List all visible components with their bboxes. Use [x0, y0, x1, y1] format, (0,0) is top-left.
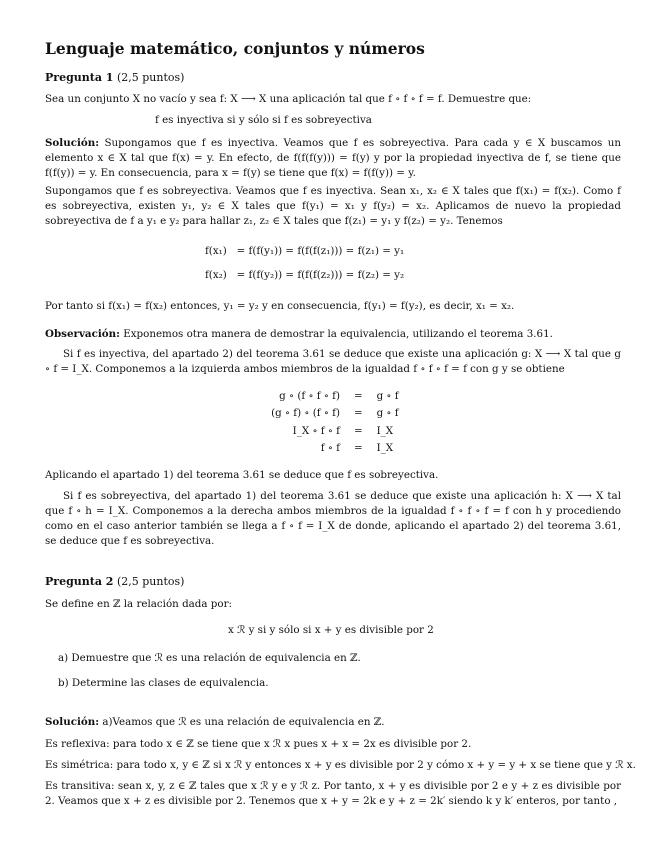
question-2-item-b: b) Determine las clases de equivalencia.: [58, 677, 269, 689]
align-row-2: [235, 407, 399, 419]
question-1-points: (2,5 puntos): [116, 71, 185, 84]
question-1-solution-p1: [45, 136, 621, 181]
question-2-statement: Se define en ℤ la relación dada por:: [45, 598, 232, 610]
symmetric-property: Es simétrica: para todo x, y ∈ ℤ si x ℛ y entonces x + y es divisible por 2 y cómo x + y = y + x se tiene que y ℛ x.: [45, 759, 636, 771]
observation-text: Exponemos otra manera de demostrar la equivalencia, utilizando el teorema 3.61.: [123, 328, 553, 340]
observation-header: [45, 327, 553, 342]
question-2-solution-label: Solución:: [45, 716, 100, 728]
align-3-lhs: I_X ∘ f ∘ f: [292, 425, 340, 437]
equation-2-rhs: = f(f(y₂)) = f(f(f(z₂))) = f(z₂) = y₂: [236, 269, 405, 281]
align-row-1: [235, 390, 399, 402]
observation-p2: Aplicando el apartado 1) del teorema 3.61 se deduce que f es sobreyectiva.: [45, 469, 439, 481]
align-3-eq: =: [353, 425, 363, 437]
align-4-rhs: I_X: [376, 442, 394, 454]
observation-p1: Si f es inyectiva, del apartado 2) del teorema 3.61 se deduce que existe una aplicación g: X ⟶ X tal que g ∘ f = I_X. Componemos a la izquierda ambos miembros de la igualdad f ∘ f ∘ f = f con g y se obtiene: [45, 348, 621, 375]
align-2-lhs: (g ∘ f) ∘ (f ∘ f): [271, 407, 340, 419]
question-1-solution-p2: Supongamos que f es sobreyectiva. Veamos que f es inyectiva. Sean x₁, x₂ ∈ X tales que f(x₁) = f(x₂). Como f es sobreyectiva, existen y₁, y₂ ∈ X tales que f(y₁) = x₁ y f(y₂) = x₂. Aplicamos de nuevo la propiedad sobreyectiva de f a y₁ e y₂ para hallar z₁, z₂ ∈ X tales que f(z₁) = y₁ y f(z₂) = y₂. Tenemos: [45, 185, 621, 227]
align-2-eq: =: [353, 407, 363, 419]
align-4-eq: =: [353, 442, 363, 454]
question-1-label: Pregunta 1: [45, 71, 114, 84]
align-1-eq: =: [353, 390, 363, 402]
question-2-solution-text: a)Veamos que ℛ es una relación de equivalencia en ℤ.: [102, 716, 385, 728]
equation-row-1: [205, 245, 404, 257]
question-2-label: Pregunta 2: [45, 575, 114, 588]
align-1-lhs: g ∘ (f ∘ f ∘ f): [279, 390, 340, 402]
align-1-rhs: g ∘ f: [376, 390, 399, 402]
question-1-statement: Sea un conjunto X no vacío y sea f: X ⟶ X una aplicación tal que f ∘ f ∘ f = f. Demuestre que:: [45, 93, 532, 105]
equation-1-rhs: = f(f(y₁)) = f(f(f(z₁))) = f(z₁) = y₁: [236, 245, 405, 257]
transitive-property: Es transitiva: sean x, y, z ∈ ℤ tales que x ℛ y e y ℛ z. Por tanto, x + y es divisible por 2 e y + z es divisible por 2. Veamos que x + z es divisible por 2. Tenemos que x + y = 2k e y + z = 2k′ siendo k y k′ enteros, por tanto ,: [45, 780, 621, 807]
align-row-4: [235, 442, 393, 454]
question-2-header: [45, 575, 184, 588]
question-2-solution-intro: [45, 715, 385, 730]
question-1-header: [45, 71, 184, 84]
question-1-claim: f es inyectiva si y sólo si f es sobreyectiva: [155, 114, 372, 126]
align-2-rhs: g ∘ f: [376, 407, 399, 419]
solution-label: Solución:: [45, 137, 100, 149]
equation-1-lhs: f(x₁): [205, 245, 227, 257]
question-2-points: (2,5 puntos): [116, 575, 185, 588]
align-3-rhs: I_X: [376, 425, 394, 437]
align-4-lhs: f ∘ f: [320, 442, 340, 454]
question-2-item-a: a) Demuestre que ℛ es una relación de equivalencia en ℤ.: [58, 652, 361, 664]
reflexive-property: Es reflexiva: para todo x ∈ ℤ se tiene que x ℛ x pues x + x = 2x es divisible por 2.: [45, 738, 472, 750]
question-2-relation: x ℛ y si y sólo si x + y es divisible por 2: [228, 624, 434, 636]
equation-2-lhs: f(x₂): [205, 269, 227, 281]
equation-row-2: [205, 269, 404, 281]
observation-label: Observación:: [45, 328, 120, 340]
document-title: Lenguaje matemático, conjuntos y números: [45, 39, 425, 58]
question-1-conclusion: Por tanto si f(x₁) = f(x₂) entonces, y₁ = y₂ y en consecuencia, f(y₁) = f(y₂), es decir, x₁ = x₂.: [45, 300, 515, 312]
solution-text-1: Supongamos que f es inyectiva. Veamos que f es sobreyectiva. Para cada y ∈ X buscamos un elemento x ∈ X tal que f(x) = y. En efecto, de f(f(f(y))) = f(y) y por la propiedad inyectiva de f, se tiene que f(f(y)) = y. En consecuencia, para x = f(y) se tiene que f(x) = f(f(y)) = y.: [45, 137, 622, 179]
align-row-3: [235, 425, 393, 437]
observation-p3: Si f es sobreyectiva, del apartado 1) del teorema 3.61 se deduce que existe una aplicación h: X ⟶ X tal que f ∘ h = I_X. Componemos a la derecha ambos miembros de la igualdad f ∘ f ∘ f = f con h y procediendo como en el caso anterior también se llega a f ∘ f = I_X de donde, aplicando el apartado 2) del teorema 3.61, se deduce que f es sobreyectiva.: [45, 490, 621, 547]
